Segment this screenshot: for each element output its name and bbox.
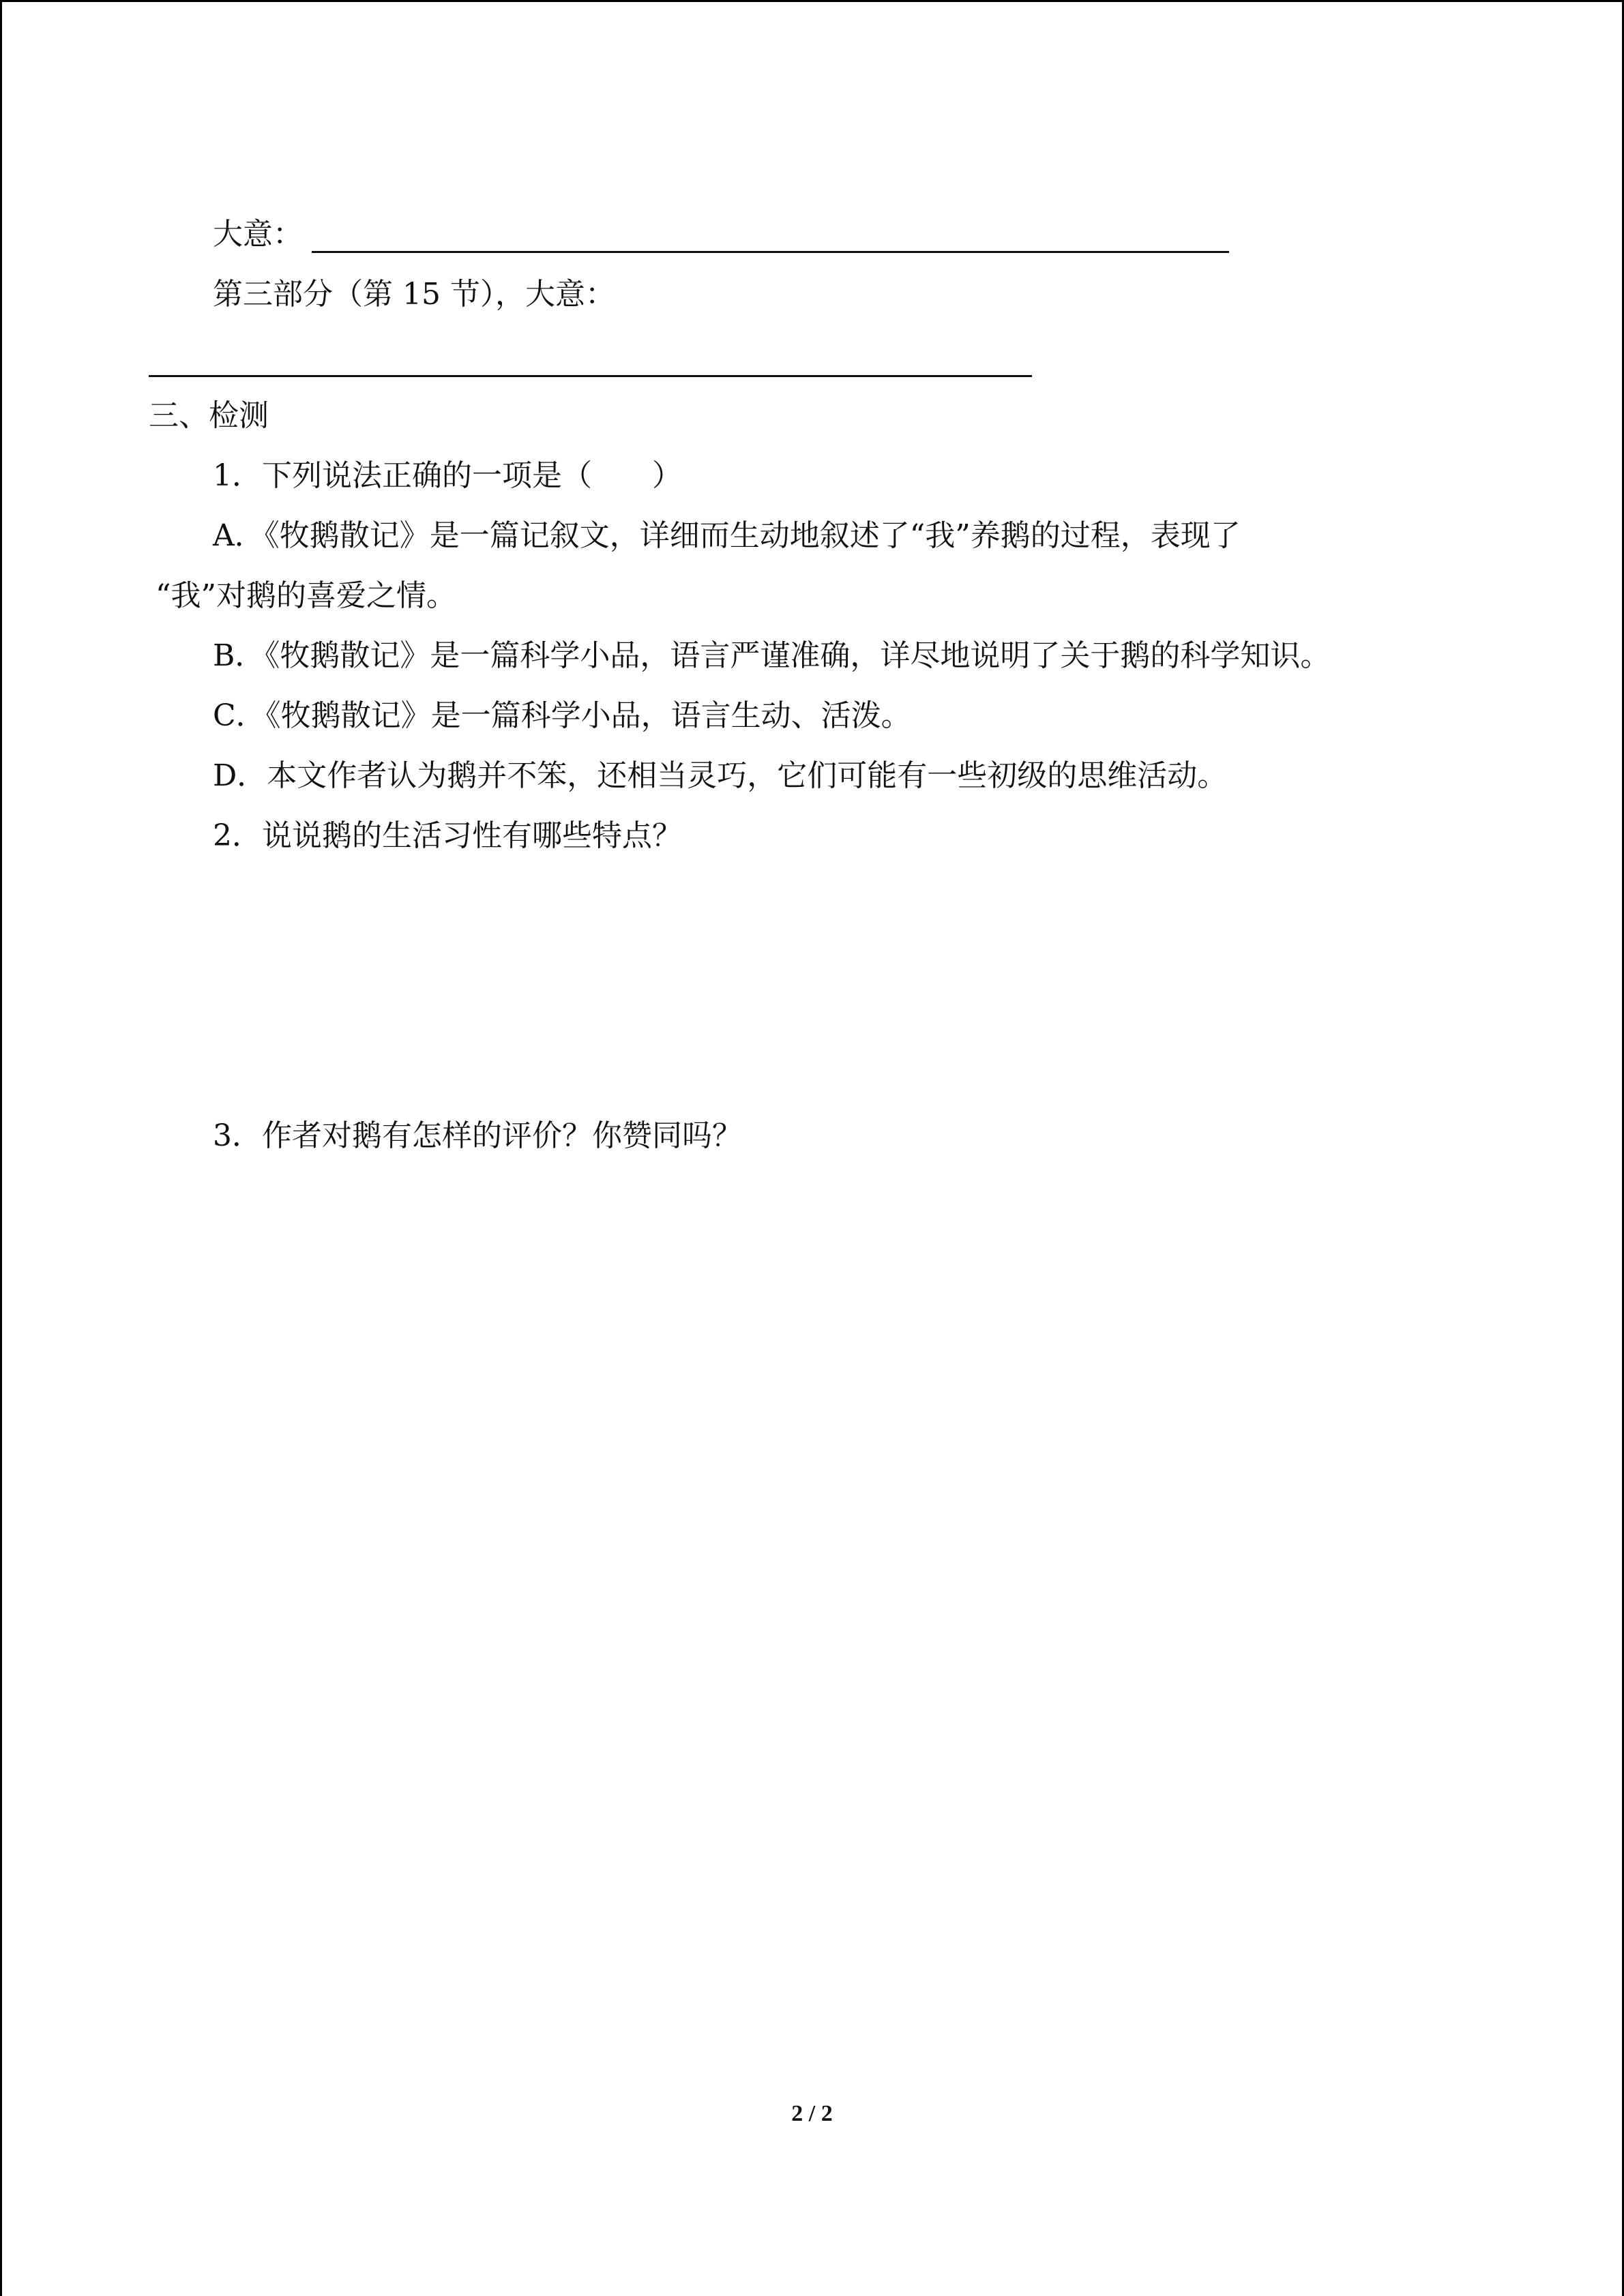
summary-answer-line[interactable] bbox=[312, 251, 1229, 253]
option-d: D．本文作者认为鹅并不笨，还相当灵巧，它们可能有一些初级的思维活动。 bbox=[213, 758, 1228, 793]
option-a-line-2: “我”对鹅的喜爱之情。 bbox=[156, 578, 456, 613]
summary-label: 大意： bbox=[213, 217, 303, 252]
question-2: 2．说说鹅的生活习性有哪些特点？ bbox=[213, 818, 682, 853]
part3-answer-line[interactable] bbox=[149, 375, 1032, 377]
option-c: C．《牧鹅散记》是一篇科学小品，语言生动、活泼。 bbox=[213, 698, 911, 733]
option-a-line-1: A．《牧鹅散记》是一篇记叙文，详细而生动地叙述了“我”养鹅的过程，表现了 bbox=[213, 518, 1241, 553]
page-number: 2 / 2 bbox=[791, 2101, 833, 2126]
question-1: 1．下列说法正确的一项是（ ） bbox=[213, 458, 682, 493]
option-b: B．《牧鹅散记》是一篇科学小品，语言严谨准确，详尽地说明了关于鹅的科学知识。 bbox=[213, 638, 1331, 673]
section3-title: 三、检测 bbox=[149, 398, 269, 433]
part3-label: 第三部分（第 15 节），大意： bbox=[213, 277, 615, 312]
question-3: 3．作者对鹅有怎样的评价？你赞同吗？ bbox=[213, 1118, 742, 1153]
